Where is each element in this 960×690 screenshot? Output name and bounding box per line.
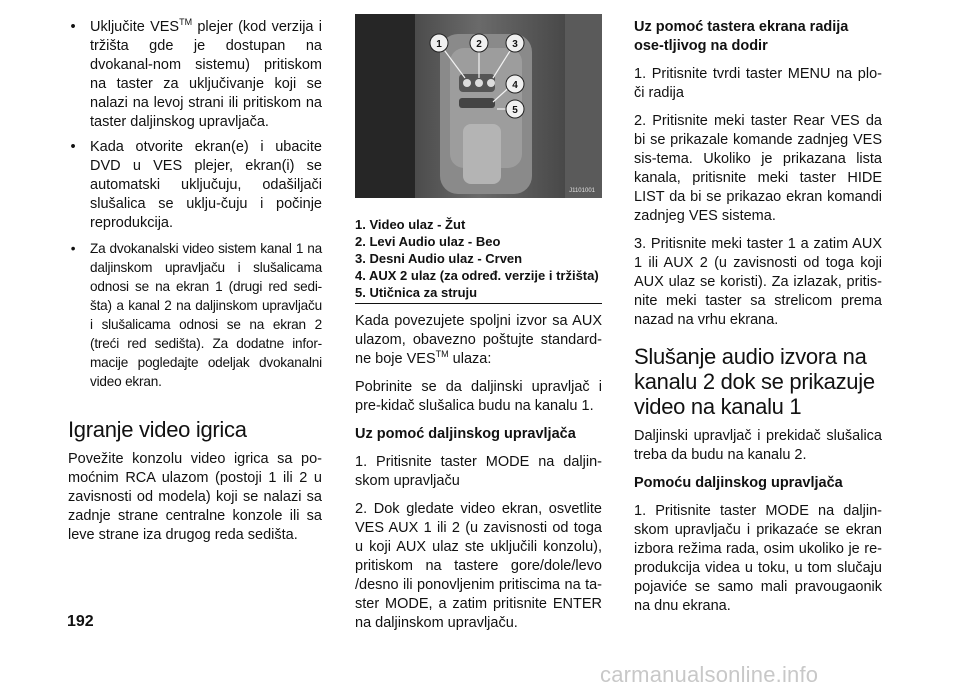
photo-caption: [355, 216, 602, 304]
column-right: [634, 18, 882, 625]
column-left: [68, 18, 322, 554]
list-item: [68, 239, 322, 391]
section-heading: Slušanje audio izvora na kanalu 2 dok se prikazuje video na kanalu 1: [634, 344, 875, 419]
list-item: [68, 18, 322, 132]
paragraph: 2. Dok gledate video ekran, osvetlite VES AUX 1 ili 2 (u zavisnosti od toga u koji AUX ulaz ste uključili konzolu), pritiskom na tastere gore/dole/levo /desno ili ponovljenim pritiscima na ta-ster MODE, a zatim pritisnite ENTER na daljinskom upravljaču.: [355, 501, 602, 631]
aux-input-illustration: [355, 14, 602, 198]
subheading: Uz pomoć tastera ekrana radija ose-tljivog na dodir: [634, 19, 849, 54]
callout-5-label: 5: [512, 105, 518, 116]
paragraph: Pobrinite se da daljinski upravljač i pre-kidač slušalica budu na kanalu 1.: [355, 379, 602, 414]
paragraph: Povežite konzolu video igrica sa po-moćnim RCA ulazom (postoji 1 ili 2 u zavisnosti od modela) koji se nalazi sa zadnje strane centralne konzole ili sa leve strane iza drugog reda sedišta.: [68, 451, 322, 543]
caption-line: 2. Levi Audio ulaz - Beo: [355, 234, 501, 249]
paragraph: Kada povezujete spoljni izvor sa AUX ulazom, obavezno poštujte standard-ne boje VES™ ulaza:: [355, 313, 602, 367]
subheading: Uz pomoć daljinskog upravljača: [355, 426, 576, 442]
callout-1-label: 1: [436, 39, 442, 50]
paragraph: 2. Pritisnite meki taster Rear VES da bi se prikazale komande zadnjeg VES sis-tema. Ukoliko je prikazana lista kanala, pritisnite meki taster HIDE LIST da bi se prikazao ekran komandi zadnjeg VES sistema.: [634, 113, 882, 224]
aux-input-photo: [355, 14, 602, 198]
paragraph: 1. Pritisnite taster MODE na daljin-skom upravljaču: [355, 454, 602, 489]
bullet-icon: •: [70, 139, 76, 155]
bullet-list: [68, 18, 322, 391]
photo-code: J1101001: [569, 188, 595, 194]
callout-3-label: 3: [512, 39, 518, 50]
callout-2-label: 2: [476, 39, 482, 50]
caption-line: 4. AUX 2 ulaz (za određ. verzije i tržišta): [355, 268, 599, 283]
paragraph: Daljinski upravljač i prekidač slušalica treba da budu na kanalu 2.: [634, 428, 882, 463]
caption-line: 1. Video ulaz - Žut: [355, 217, 466, 232]
paragraph: 1. Pritisnite taster MODE na daljin-skom upravljaču i prikazaće se ekran izbora režima rada, osim ukoliko je re-produkcija videa u toku, u tom slučaju pojaviće se samo mali pravougaonik na dnu ekrana.: [634, 503, 882, 614]
list-item: [68, 138, 322, 233]
page-number: 192: [67, 613, 94, 630]
subheading: Pomoću daljinskog upravljača: [634, 475, 843, 491]
bullet-icon: •: [70, 19, 76, 35]
watermark: carmanualsonline.info: [600, 662, 819, 687]
paragraph: 3. Pritisnite meki taster 1 a zatim AUX 1 ili AUX 2 (u zavisnosti od toga koji AUX ulaz se koristi). Za izlazak, pritis-nite meki taster sa strelicom prema nazad na vrhu ekrana.: [634, 236, 882, 328]
paragraph: 1. Pritisnite tvrdi taster MENU na plo-či radija: [634, 66, 882, 101]
bullet-text: Kada otvorite ekran(e) i ubacite DVD u VES plejer, ekran(i) se automatski uključuju, odašiljači slušalica se uklju-čuju i počinje reprodukcija.: [90, 139, 322, 231]
column-middle: [355, 18, 602, 642]
bullet-icon: •: [70, 241, 76, 256]
caption-line: 5. Utičnica za struju: [355, 285, 478, 300]
bullet-text: Uključite VES™ plejer (kod verzija i tržišta gde je dostupan na dvokanal-nom sistemu) pritiskom na taster za uključivanje koji se nalazi na levoj strani ili pritiskom na taster daljinskog upravljača.: [90, 17, 322, 130]
caption-line: 3. Desni Audio ulaz - Crven: [355, 251, 523, 266]
bullet-text: Za dvokanalski video sistem kanal 1 na daljinskom upravljaču i slušalicama odnosi se na ekran 1 (drugi red sedi-šta) a kanal 2 na daljinskom upravljaču i slušalicama odnosi se na ekran 2 (treći red sedišta). Za dodatne infor-macije pogledajte odeljak dvokanalni video ekran.: [90, 241, 322, 389]
callout-4-label: 4: [512, 80, 518, 91]
section-heading: Igranje video igrica: [68, 417, 247, 442]
